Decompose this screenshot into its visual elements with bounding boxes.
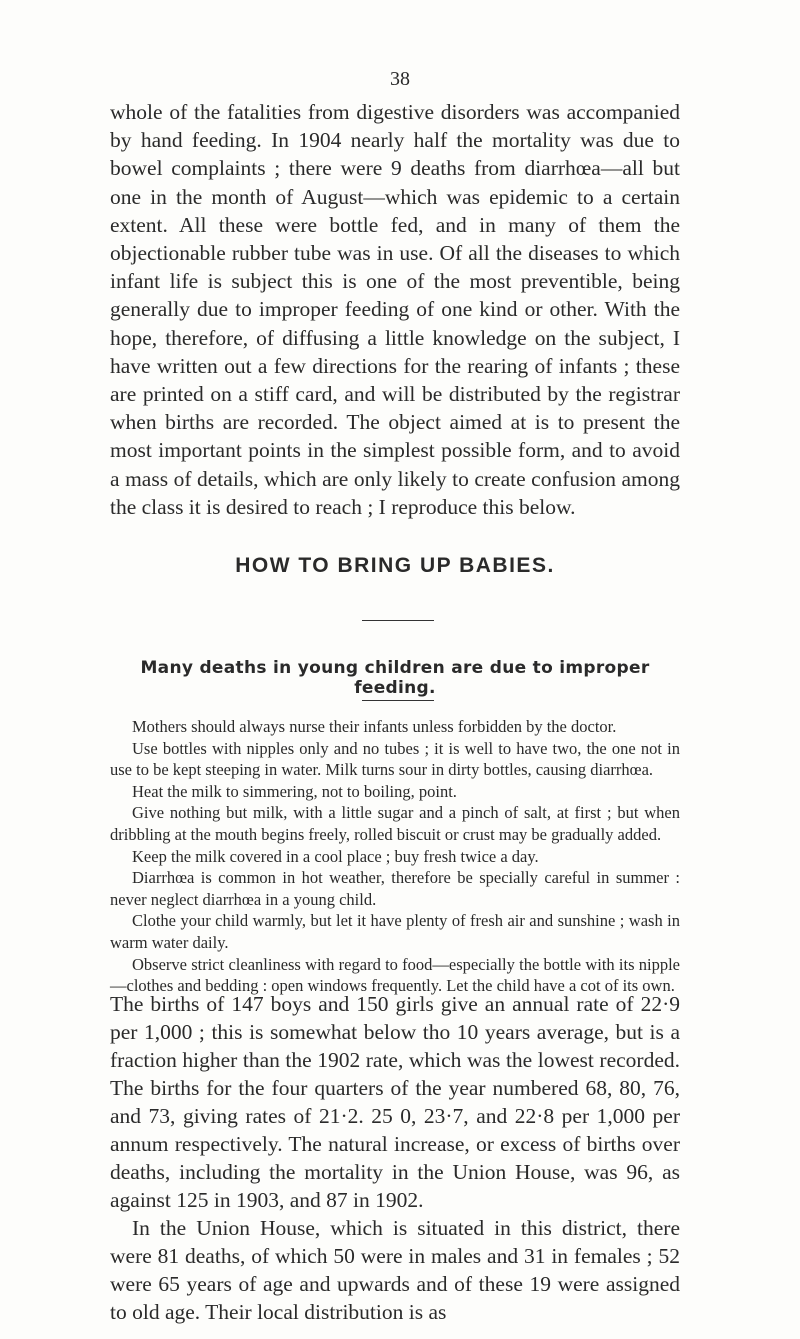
- direction-item: Keep the milk covered in a cool place ; buy fresh twice a day.: [132, 846, 539, 866]
- births-paragraph: The births of 147 boys and 150 girls give an annual rate of 22·9 per 1,000 ; this is somewhat below tho 10 years average, but is a fraction higher than the 1902 rate, which was the lowest recorded. The births for the four quarters of the year numbered 68, 80, 76, and 73, giving rates of 21·2. 25 0, 23·7, and 22·8 per 1,000 per annum respectively. The natural increase, or excess of births over deaths, including the mortality in the Union House, was 96, as against 125 in 1903, and 87 in 1902.: [110, 992, 680, 1212]
- heading-divider: [362, 620, 434, 621]
- direction-item: Heat the milk to simmering, not to boiling, point.: [132, 781, 457, 801]
- direction-item: Observe strict cleanliness with regard to food—especially the bottle with its nipple—clothes and bedding : open windows frequently. Let the child have a cot of its own.: [110, 954, 680, 996]
- direction-item: Give nothing but milk, with a little sugar and a pinch of salt, at first ; but when dribbling at the mouth begins freely, rolled biscuit or crust may be gradually added.: [110, 803, 680, 844]
- direction-item: Clothe your child warmly, but let it have plenty of fresh air and sunshine ; wash in warm water daily.: [110, 911, 680, 952]
- card-heading: HOW TO BRING UP BABIES.: [235, 554, 555, 577]
- card-subheading: Many deaths in young children are due to improper feeding.: [140, 658, 650, 698]
- direction-item: Mothers should always nurse their infants unless forbidden by the doctor.: [132, 717, 617, 736]
- union-house-paragraph: In the Union House, which is situated in this district, there were 81 deaths, of which 50 were in males and 31 in females ; 52 were 65 years of age and upwards and of these 19 were assigned to old age. Their local distribution is as: [110, 1216, 680, 1324]
- card-directions: [110, 716, 680, 997]
- subheading-divider: [362, 700, 434, 701]
- direction-item: Use bottles with nipples only and no tubes ; it is well to have two, the one not in use to be kept steeping in water. Milk turns sour in dirty bottles, causing diarrhœa.: [110, 738, 680, 780]
- direction-item: Diarrhœa is common in hot weather, therefore be specially careful in summer : never neglect diarrhœa in a young child.: [110, 868, 680, 909]
- outro-section: [110, 990, 680, 1326]
- intro-paragraph: whole of the fatalities from digestive disorders was accompanied by hand feeding. In 1904 nearly half the mortality was due to bowel complaints ; there were 9 deaths from diarrhœa—all but one in the month of August—which was epidemic to a certain extent. All these were bottle fed, and in many of them the objectionable rubber tube was in use. Of all the diseases to which infant life is subject this is one of the most preventible, being generally due to improper feeding of one kind or other. With the hope, therefore, of diffusing a little knowledge on the subject, I have written out a few directions for the rearing of infants ; these are printed on a stiff card, and will be distributed by the registrar when births are recorded. The object aimed at is to present the most important points in the simplest possible form, and to avoid a mass of details, which are only likely to create confusion among the class it is desired to reach ; I reproduce this below.: [110, 100, 680, 519]
- page-number: 38: [390, 68, 410, 90]
